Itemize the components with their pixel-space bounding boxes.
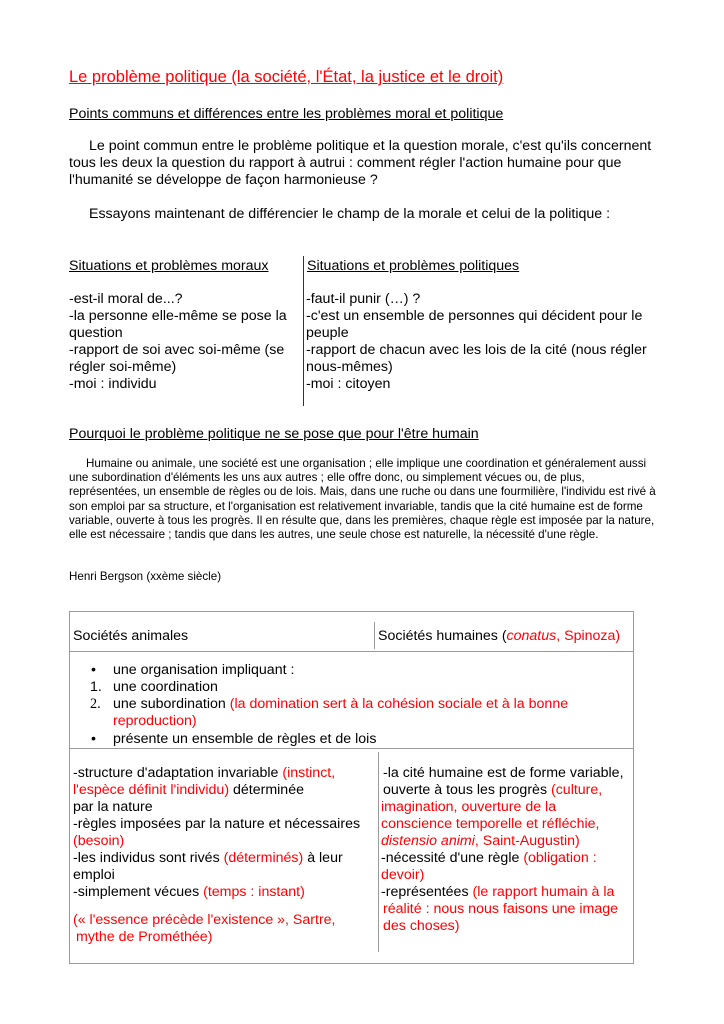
left-line: -simplement vécues xyxy=(73,884,204,900)
right-note: (obligation : xyxy=(523,850,597,866)
right-note: imagination, ouverture de la xyxy=(381,799,557,815)
left-line: emploi xyxy=(73,867,115,883)
table-border-top xyxy=(69,611,634,612)
moral-item: -la personne elle-même se pose la question xyxy=(69,308,287,341)
left-note: (déterminés) xyxy=(223,850,304,866)
page-title: Le problème politique (la société, l'État, la justice et le droit) xyxy=(69,68,504,86)
political-item: -c'est un ensemble de personnes qui décident pour le peuple xyxy=(306,308,643,341)
table-border-left xyxy=(69,611,70,963)
table-border-bottom xyxy=(69,963,634,964)
moral-item: -moi : individu xyxy=(69,376,157,392)
common-item-coordination: une coordination xyxy=(113,679,218,695)
political-item: -faut-il punir (…) ? xyxy=(306,291,421,307)
left-line: déterminée xyxy=(229,782,304,798)
moral-list xyxy=(69,291,299,393)
column-divider xyxy=(303,256,304,406)
quote-author: Henri Bergson (xxème siècle) xyxy=(69,570,222,583)
paragraph-differentiate: Essayons maintenant de différencier le champ de la morale et celui de la politique : xyxy=(89,206,611,222)
left-note: (« l'essence précède l'existence », Sartre, xyxy=(73,912,336,928)
left-line: à leur xyxy=(303,850,343,866)
political-list xyxy=(306,291,662,393)
right-note: , Saint-Augustin) xyxy=(474,833,580,849)
left-note: (instinct, xyxy=(282,765,336,781)
moral-item: -rapport de soi avec soi-même (se régler soi-même) xyxy=(69,342,285,375)
subordination-note: (la domination sert à la cohésion sociale et à la bonne reproduction) xyxy=(113,696,569,729)
table-border-right xyxy=(633,611,634,963)
common-item-rules: présente un ensemble de règles et de lois xyxy=(113,731,377,747)
right-line: -représentées xyxy=(381,884,473,900)
paragraph-common-point: Le point commun entre le problème politique et la question morale, c'est qu'ils concernent tous les deux la question du rapport à autrui : comment régler l'action humaine pour que l'humanité se développe de façon harmonieuse ? xyxy=(69,138,652,188)
common-item-subordination xyxy=(113,696,613,730)
section-heading-human-being: Pourquoi le problème politique ne se pose que pour l'être humain xyxy=(69,426,479,442)
head-spinoza: , Spinoza) xyxy=(556,628,621,644)
right-note: (culture, xyxy=(550,782,603,798)
table-head-animal-societies: Sociétés animales xyxy=(73,628,189,644)
political-item: -rapport de chacun avec les lois de la cité (nous régler nous-mêmes) xyxy=(306,342,647,375)
bullet-icon: • xyxy=(91,662,96,678)
left-line: -structure d'adaptation invariable xyxy=(73,765,283,781)
table-body-divider xyxy=(378,752,379,952)
right-note: distensio animi xyxy=(381,833,475,849)
moral-item: -est-il moral de...? xyxy=(69,291,183,307)
animal-societies-column xyxy=(73,765,373,946)
table-head-human-societies xyxy=(378,628,620,645)
right-note: des choses) xyxy=(383,918,460,934)
right-note: (le rapport humain à la xyxy=(472,884,615,900)
right-note: réalité : nous nous faisons une image xyxy=(383,901,619,917)
left-line: par la nature xyxy=(73,799,153,815)
left-note: (temps : instant) xyxy=(203,884,305,900)
right-note: conscience temporelle et réfléchie, xyxy=(381,816,600,832)
left-note: l'espèce définit l'individu) xyxy=(73,782,230,798)
head-conatus: conatus xyxy=(506,628,557,644)
table-border-middle xyxy=(69,748,634,749)
table-border-header xyxy=(69,651,634,652)
moral-column-heading: Situations et problèmes moraux xyxy=(69,258,269,274)
political-column-heading: Situations et problèmes politiques xyxy=(307,258,520,274)
human-societies-column xyxy=(381,765,631,935)
right-note: devoir) xyxy=(381,867,425,883)
common-item-organisation: une organisation impliquant : xyxy=(113,662,295,678)
right-line: ouverte à tous les progrès xyxy=(383,782,551,798)
subordination-text: une subordination xyxy=(113,696,230,712)
left-note: mythe de Prométhée) xyxy=(76,929,213,945)
bullet-icon: • xyxy=(91,731,96,747)
left-line: -règles imposées par la nature et nécessaires xyxy=(73,816,361,832)
section-heading-common-points: Points communs et différences entre les problèmes moral et politique xyxy=(69,106,504,122)
number-1: 1. xyxy=(90,679,102,695)
bergson-quote: Humaine ou animale, une société est une organisation ; elle implique une coordination et généralement aussi une subordination d'éléments les uns aux autres ; elle offre donc, ou simplement vécues ou, de plus, représentées, un ensemble de règles ou de lois. Mais, dans une ruche ou dans une fourmilière, l'individu est rivé à son emploi par sa structure, et l'organisation est relativement invariable, tandis que la cité humaine est de forme variable, ouverte à tous les progrès. Il en résulte que, dans les premières, chaque règle est imposée par la nature, elle est nécessaire ; tandis que dans les autres, une seule chose est naturelle, la nécessité d'une règle. xyxy=(69,457,656,542)
table-header-divider xyxy=(374,622,375,649)
head-human-text: Sociétés humaines ( xyxy=(378,628,507,644)
left-line: -les individus sont rivés xyxy=(73,850,224,866)
right-line: -nécessité d'une règle xyxy=(381,850,524,866)
political-item: -moi : citoyen xyxy=(306,376,391,392)
number-2: 2. xyxy=(90,696,101,712)
left-note: (besoin) xyxy=(73,833,125,849)
right-line: -la cité humaine est de forme variable, xyxy=(383,765,624,781)
